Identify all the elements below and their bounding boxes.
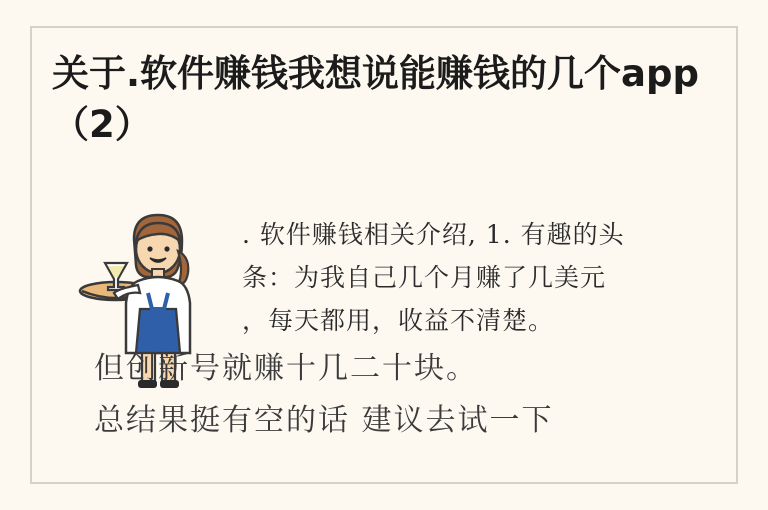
body-line-2: 条：为我自己几个月赚了几美元 bbox=[242, 263, 607, 292]
body-line-3: ，每天都用，收益不清楚。 bbox=[242, 306, 555, 335]
overlay-line-2: 总结果挺有空的话 建议去试一下 bbox=[94, 403, 554, 438]
body-line-1: . 软件赚钱相关介绍, 1. 有趣的头 bbox=[242, 220, 625, 249]
page-title: 关于.软件赚钱我想说能赚钱的几个app（2） bbox=[52, 52, 699, 147]
overlay-line-1: 但创新号就赚十几二十块。 bbox=[94, 351, 478, 386]
body-text bbox=[242, 213, 712, 342]
content-area bbox=[52, 195, 716, 465]
